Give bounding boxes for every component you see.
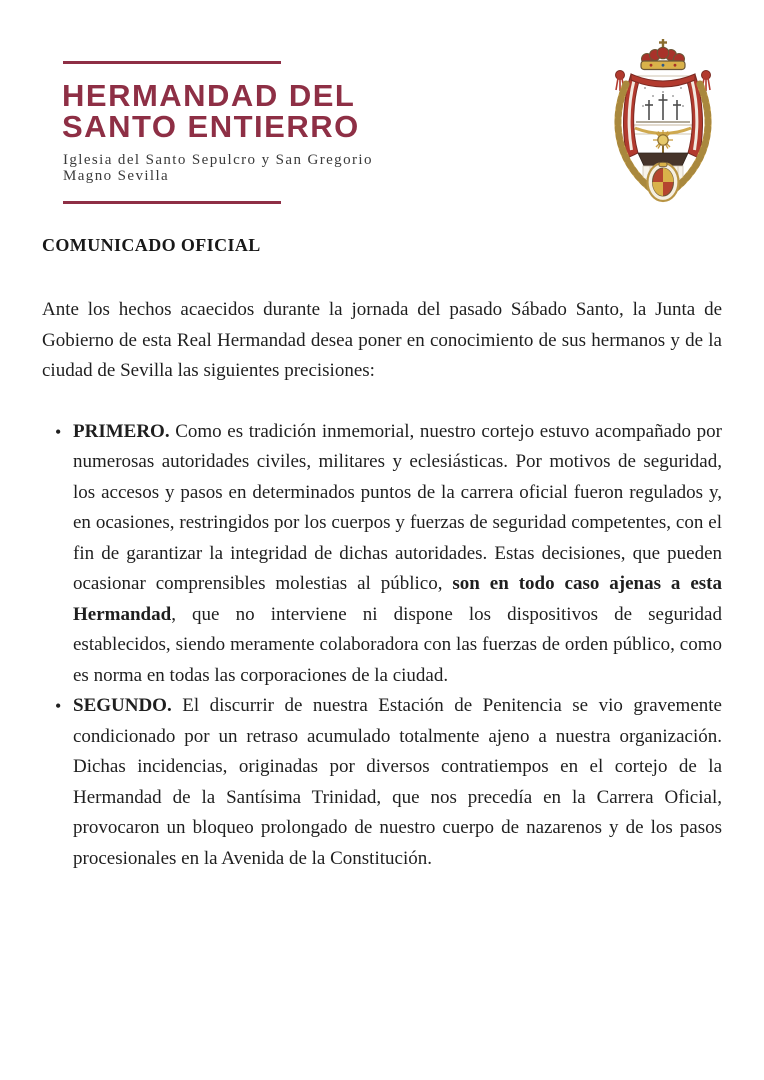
crest-cross-icon xyxy=(659,39,667,48)
item-text: El discurrir de nuestra Estación de Penitencia se vio gravemente condicionado por un retraso acumulado totalmente ajeno a nuestra organización. Dichas incidencias, originadas por diversos contratiempos en el cortejo de la Hermandad de la Santísima Trinidad, que nos precedía en la Carrera Oficial, provocaron un bloqueo prolongado de nuestro cuerpo de nazarenos y de los pasos procesionales en la Avenida de la Constitución. xyxy=(73,695,722,869)
brand-title-line1: HERMANDAD DEL xyxy=(62,78,356,113)
list-item-primero xyxy=(42,417,722,692)
brand-subtitle xyxy=(63,152,373,184)
item-separator: . xyxy=(166,695,183,716)
document-body xyxy=(42,233,722,874)
coat-of-arms-icon xyxy=(597,38,729,204)
intro-paragraph: Ante los hechos acaecidos durante la jornada del pasado Sábado Santo, la Junta de Gobierno de esta Real Hermandad desea poner en conocimiento de sus hermanos y de la ciudad de Sevilla las siguientes precisiones: xyxy=(42,299,722,381)
document-heading: COMUNICADO OFICIAL xyxy=(42,235,261,255)
item-text: Como es tradición inmemorial, nuestro cortejo estuvo acompañado por numerosas autoridades civiles, militares y eclesiásticas. Por motivos de seguridad, los accesos y pasos en determinados puntos de la carrera oficial fueron regulados y, en ocasiones, restringidos por los cuerpos y fuerzas de seguridad competentes, con el fin de garantizar la integridad de dichas autoridades. Estas decisiones, que pueden ocasionar comprensibles molestias al público, xyxy=(73,420,723,594)
points-list xyxy=(42,417,722,875)
item-label: SEGUNDO xyxy=(73,695,167,716)
item-text: , que no interviene ni dispone los dispositivos de seguridad establecidos, siendo meramente colaboradora con las fuerzas de orden público, como es norma en todas las corporaciones de la ciudad. xyxy=(73,603,722,686)
brand-subtitle-line1: Iglesia del Santo Sepulcro y San Gregorio xyxy=(63,152,373,168)
crest-oval-shield-icon xyxy=(648,163,679,202)
crest-crown-icon xyxy=(641,47,685,69)
brand-subtitle-line2: Magno Sevilla xyxy=(63,168,170,184)
header-rule-bottom xyxy=(63,201,281,204)
list-item-segundo xyxy=(42,691,722,874)
brand-title xyxy=(62,80,360,142)
item-label: PRIMERO xyxy=(73,420,165,442)
item-separator: . xyxy=(164,420,176,442)
item-bold-text: son en todo caso ajenas a esta Hermandad xyxy=(73,573,722,625)
brand-title-line2: SANTO ENTIERRO xyxy=(62,109,360,144)
header-rule-top xyxy=(63,61,281,64)
